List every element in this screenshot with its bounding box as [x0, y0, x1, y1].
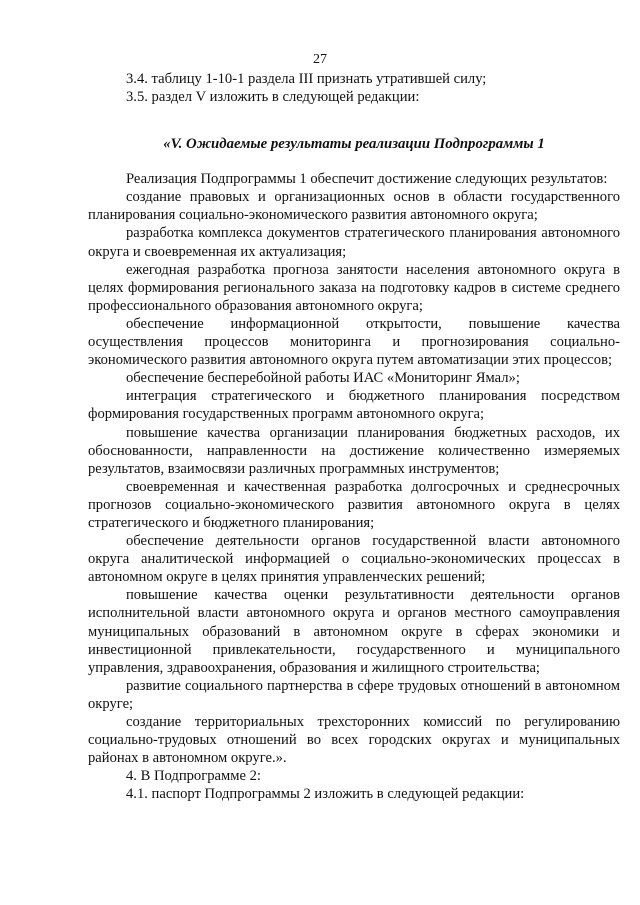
result-item: создание территориальных трехсторонних комиссий по регулированию социально-трудовых отношений во всех городских округах и муниципальных районах в автономном округе.». [88, 714, 620, 767]
result-item: повышение качества оценки результативности деятельности органов исполнительной власти автономного округа и органов местного самоуправления муниципальных образований в автономном округе в сферах экономики и инвестиционной привлекательности, государственного и муниципального управления, здравоохранения, образования и жилищного строительства; [88, 587, 620, 676]
result-item: обеспечение деятельности органов государственной власти автономного округа аналитической информацией о социально-экономических процессах в автономном округе в целях принятия управленческих решений; [88, 533, 620, 586]
document-body [88, 70, 620, 803]
result-item: разработка комплекса документов стратегического планирования автономного округа и своевременная их актуализация; [88, 225, 620, 260]
intro-item-3-5: 3.5. раздел V изложить в следующей редакции: [126, 89, 420, 106]
result-item: развитие социального партнерства в сфере трудовых отношений в автономном округе; [88, 677, 620, 712]
result-item: обеспечение бесперебойной работы ИАС «Мониторинг Ямал»; [126, 370, 520, 387]
result-item: интеграция стратегического и бюджетного планирования посредством формирования государственных программ автономного округа; [88, 388, 620, 423]
result-item: своевременная и качественная разработка долгосрочных и среднесрочных прогнозов социально-экономического развития автономного округа в целях стратегического и бюджетного планирования; [88, 478, 620, 531]
result-item: ежегодная разработка прогноза занятости населения автономного округа в целях формирования регионального заказа на подготовку кадров в системе среднего профессионального образования автономного округа; [88, 261, 620, 314]
intro-item-3-4: 3.4. таблицу 1-10-1 раздела III признать утратившей силу; [126, 71, 487, 87]
result-item: обеспечение информационной открытости, повышение качества осуществления процессов мониторинга и прогнозирования социально-экономического развития автономного округа путем автоматизации этих процессов; [88, 315, 620, 369]
closing-item-4: 4. В Подпрограмме 2: [126, 768, 261, 785]
result-item: создание правовых и организационных основ в области государственного планирования социально-экономического развития автономного округа; [88, 189, 620, 224]
lead-paragraph: Реализация Подпрограммы 1 обеспечит достижение следующих результатов: [126, 171, 608, 188]
section-title: «V. Ожидаемые результаты реализации Подпрограммы 1 [163, 136, 545, 153]
closing-item-4-1: 4.1. паспорт Подпрограммы 2 изложить в следующей редакции: [126, 786, 525, 803]
page-number: 27 [313, 52, 327, 67]
result-item: повышение качества организации планирования бюджетных расходов, их обоснованности, направленности на достижение количественно измеряемых результатов, взаимосвязи различных программных инструментов; [88, 424, 620, 477]
